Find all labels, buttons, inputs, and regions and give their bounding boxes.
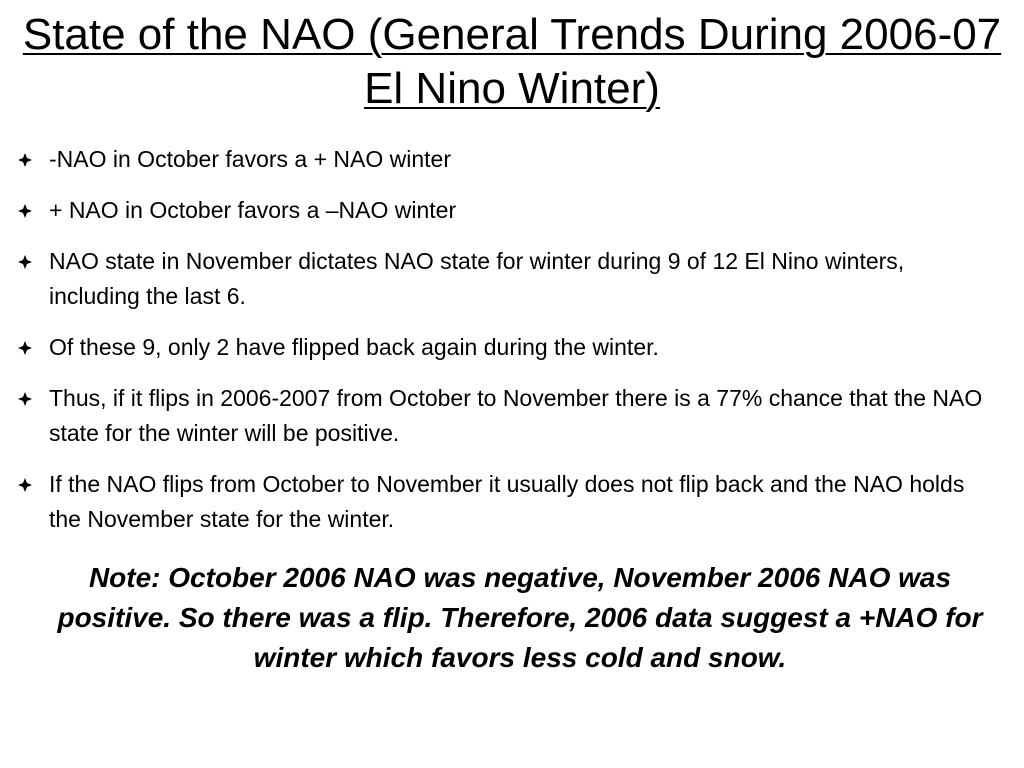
diamond-bullet-icon	[16, 330, 34, 365]
bullet-item	[10, 193, 1000, 228]
bullet-text: + NAO in October favors a –NAO winter	[49, 197, 457, 223]
bullet-item	[10, 142, 1000, 177]
bullet-text: Of these 9, only 2 have flipped back again during the winter.	[49, 334, 659, 360]
bullet-text: Thus, if it flips in 2006-2007 from October to November there is a 77% chance that the NAO state for the winter will be positive.	[49, 385, 983, 446]
bullet-item	[10, 244, 1000, 314]
diamond-bullet-icon	[16, 142, 34, 177]
bullet-item	[10, 467, 1000, 537]
bullet-text: If the NAO flips from October to November it usually does not flip back and the NAO holds the November state for the winter.	[49, 471, 965, 532]
bullet-item	[10, 381, 1000, 451]
diamond-bullet-icon	[16, 193, 34, 228]
bullet-text: NAO state in November dictates NAO state for winter during 9 of 12 El Nino winters, including the last 6.	[49, 248, 905, 309]
diamond-bullet-icon	[16, 467, 34, 502]
diamond-bullet-icon	[16, 381, 34, 416]
note-text: Note: October 2006 NAO was negative, November 2006 NAO was positive. So there was a flip. Therefore, 2006 data suggest a +NAO for winter which favors less cold and snow.	[57, 562, 983, 673]
bullet-item	[10, 330, 1000, 365]
bullet-list	[10, 142, 1000, 553]
slide-title	[20, 8, 1004, 116]
diamond-bullet-icon	[16, 244, 34, 279]
bullet-text: -NAO in October favors a + NAO winter	[49, 146, 451, 172]
slide-title-text: State of the NAO (General Trends During 2006-07 El Nino Winter)	[22, 10, 1002, 113]
